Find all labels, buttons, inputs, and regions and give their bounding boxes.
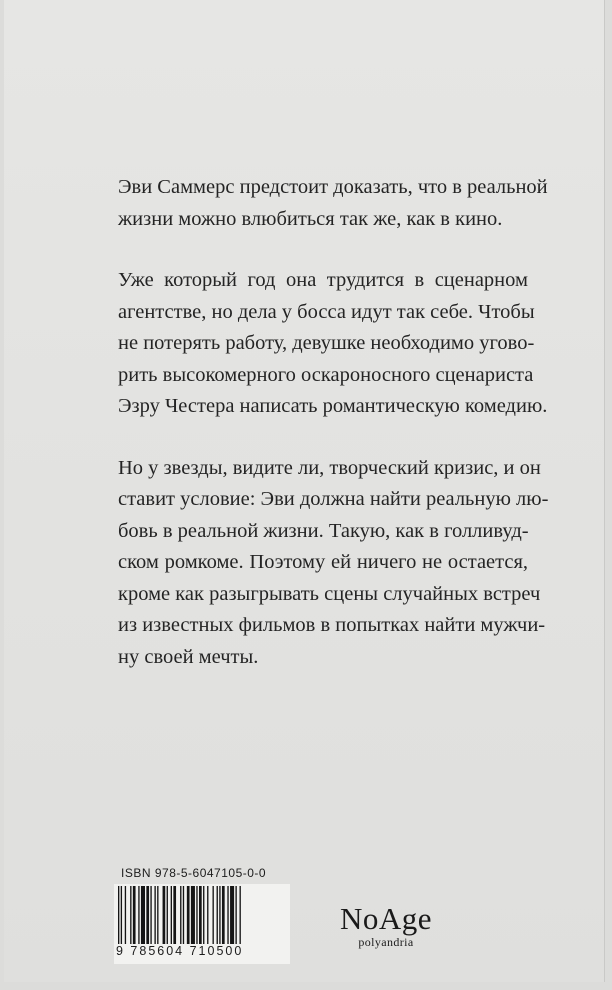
barcode-bar — [183, 886, 184, 944]
blurb-line: Эзру Честера написать романтическую комедию. — [118, 395, 548, 417]
blurb-line: ставит условие: Эви должна найти реальную лю- — [118, 488, 549, 510]
barcode-bar — [213, 886, 214, 944]
barcode-bar — [199, 886, 202, 944]
barcode-bar — [138, 886, 139, 944]
barcode-bar — [180, 886, 181, 944]
barcode-bar — [217, 886, 218, 944]
barcode-bar — [219, 886, 220, 944]
barcode-bar — [227, 886, 228, 944]
blurb-line: жизни можно влюбиться так же, как в кино. — [118, 207, 503, 230]
barcode-bar — [240, 886, 241, 944]
blurb-paragraph-2 — [118, 265, 548, 423]
blurb-line: не потерять работу, девушке необходимо угово- — [118, 332, 535, 354]
barcode-bar — [191, 886, 195, 944]
barcode-bar — [125, 886, 126, 944]
barcode-bar — [171, 886, 172, 944]
barcode-bar — [133, 886, 136, 944]
barcode-bar — [157, 886, 158, 944]
barcode-bar — [203, 886, 204, 944]
barcode-bar — [173, 886, 176, 944]
blurb-line: ну своей мечты. — [118, 645, 259, 668]
barcode-bar — [154, 886, 155, 944]
publisher-logo-text: NoAge — [339, 901, 433, 936]
book-back-cover — [4, 0, 605, 982]
blurb-line: Уже который год она трудится в сценарном — [118, 269, 528, 291]
barcode-bar — [196, 886, 197, 944]
barcode-bar — [187, 886, 190, 944]
barcode-bar — [167, 886, 168, 944]
barcode-bar — [163, 886, 166, 944]
blurb-line: из известных фильмов в попытках найти мужчи- — [118, 614, 546, 636]
barcode-bar — [230, 886, 234, 944]
barcode-bar — [235, 886, 236, 944]
barcode-bars — [114, 884, 290, 946]
blurb-line: бовь в реальной жизни. Такую, как в голливуд- — [118, 519, 529, 542]
barcode-bar — [130, 886, 131, 944]
barcode-bar — [150, 886, 151, 944]
barcode-bar — [222, 886, 225, 944]
blurb-line: Эви Саммерс предстоит доказать, что в реальной — [118, 176, 548, 198]
blurb-line: кроме как разыгрывать сцены случайных встреч — [118, 582, 541, 605]
publisher-imprint: polyandria — [358, 935, 414, 949]
publisher-logo — [334, 903, 438, 949]
barcode-bar — [146, 886, 149, 944]
blurb-paragraph-3 — [118, 453, 549, 674]
blurb-line: Но у звезды, видите ли, творческий кризис, и он — [118, 456, 541, 479]
barcode-bar — [207, 886, 208, 944]
blurb-line: агентстве, но дела у босса идут так себе. Чтобы — [118, 300, 535, 323]
blurb-line: ском ромкоме. Поэтому ей ничего не остается, — [118, 551, 528, 573]
blurb-line: рить высокомерного оскароносного сценариста — [118, 363, 534, 386]
barcode-bar — [121, 886, 122, 944]
blurb-text — [118, 172, 549, 703]
barcode-bar — [118, 886, 119, 944]
isbn-label: ISBN 978-5-6047105-0-0 — [121, 866, 267, 880]
blurb-paragraph-1 — [118, 172, 548, 235]
barcode-digits: 9 785604 710500 — [116, 944, 290, 958]
barcode-bar — [141, 886, 145, 944]
